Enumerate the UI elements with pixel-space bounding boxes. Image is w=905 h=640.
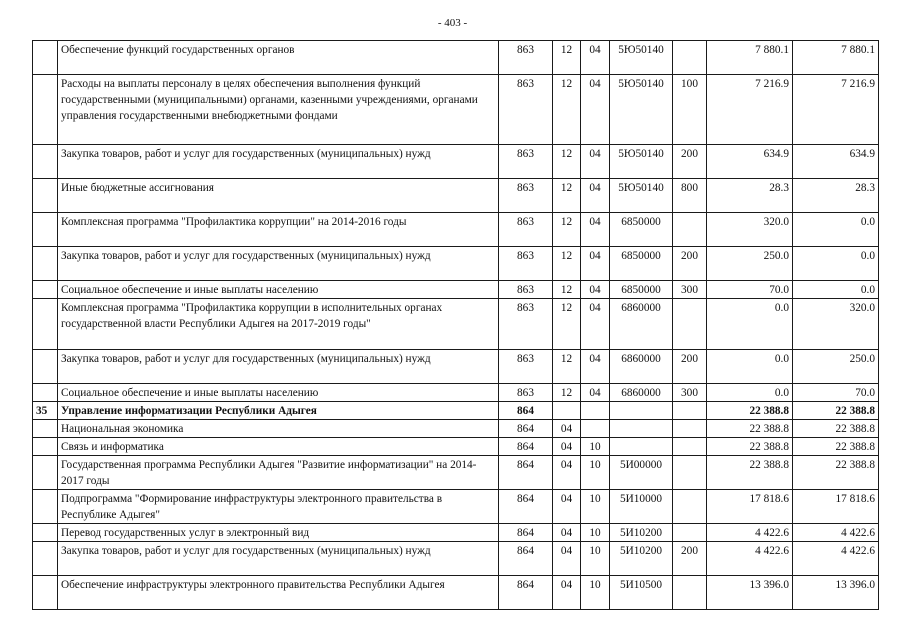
table-row <box>33 524 879 542</box>
expense-type-code-cell: 300 <box>673 281 707 299</box>
item-name-cell: Закупка товаров, работ и услуг для государственных (муниципальных) нужд <box>58 247 499 281</box>
target-article-code-cell: 5Ю50140 <box>610 75 673 145</box>
target-article-code-cell: 5Ю50140 <box>610 145 673 179</box>
row-number-cell <box>33 524 58 542</box>
amount-first-year-cell: 634.9 <box>707 145 793 179</box>
table-row <box>33 299 879 350</box>
department-code-cell: 863 <box>499 281 553 299</box>
section-code-cell: 12 <box>553 350 581 384</box>
department-code-cell: 863 <box>499 213 553 247</box>
table-row <box>33 281 879 299</box>
expense-type-code-cell: 200 <box>673 247 707 281</box>
row-number-cell <box>33 438 58 456</box>
department-code-cell: 863 <box>499 145 553 179</box>
target-article-code-cell: 5И10500 <box>610 576 673 610</box>
department-code-cell: 864 <box>499 490 553 524</box>
target-article-code-cell: 5И10200 <box>610 542 673 576</box>
row-number-cell <box>33 420 58 438</box>
amount-second-year-cell: 0.0 <box>793 247 879 281</box>
subsection-code-cell: 04 <box>581 350 610 384</box>
amount-first-year-cell: 22 388.8 <box>707 420 793 438</box>
section-code-cell: 12 <box>553 247 581 281</box>
item-name-cell: Социальное обеспечение и иные выплаты населению <box>58 384 499 402</box>
amount-first-year-cell: 22 388.8 <box>707 438 793 456</box>
amount-first-year-cell: 7 880.1 <box>707 41 793 75</box>
amount-first-year-cell: 4 422.6 <box>707 542 793 576</box>
section-code-cell: 12 <box>553 281 581 299</box>
row-number-cell <box>33 456 58 490</box>
item-name-cell: Управление информатизации Республики Адыгея <box>58 402 499 420</box>
expense-type-code-cell <box>673 213 707 247</box>
target-article-code-cell: 5И00000 <box>610 456 673 490</box>
amount-second-year-cell: 250.0 <box>793 350 879 384</box>
amount-first-year-cell: 28.3 <box>707 179 793 213</box>
target-article-code-cell: 5Ю50140 <box>610 179 673 213</box>
row-number-cell <box>33 350 58 384</box>
subsection-code-cell: 04 <box>581 75 610 145</box>
amount-first-year-cell: 0.0 <box>707 384 793 402</box>
amount-first-year-cell: 250.0 <box>707 247 793 281</box>
item-name-cell: Расходы на выплаты персоналу в целях обеспечения выполнения функций государственными (муниципальными) органами, казенными учреждениями, органами управления государственными внебюджетными фондами <box>58 75 499 145</box>
row-number-cell <box>33 384 58 402</box>
department-code-cell: 864 <box>499 542 553 576</box>
subsection-code-cell: 04 <box>581 247 610 281</box>
amount-second-year-cell: 28.3 <box>793 179 879 213</box>
subsection-code-cell: 10 <box>581 456 610 490</box>
table-row <box>33 350 879 384</box>
row-number-cell: 35 <box>33 402 58 420</box>
subsection-code-cell <box>581 420 610 438</box>
amount-second-year-cell: 22 388.8 <box>793 438 879 456</box>
amount-first-year-cell: 22 388.8 <box>707 456 793 490</box>
expense-type-code-cell: 100 <box>673 75 707 145</box>
department-code-cell: 863 <box>499 179 553 213</box>
row-number-cell <box>33 542 58 576</box>
item-name-cell: Перевод государственных услуг в электронный вид <box>58 524 499 542</box>
subsection-code-cell: 04 <box>581 145 610 179</box>
subsection-code-cell: 04 <box>581 213 610 247</box>
table-row <box>33 384 879 402</box>
section-code-cell: 04 <box>553 524 581 542</box>
target-article-code-cell: 6860000 <box>610 299 673 350</box>
department-code-cell: 863 <box>499 384 553 402</box>
section-code-cell: 04 <box>553 456 581 490</box>
table-row <box>33 576 879 610</box>
item-name-cell: Закупка товаров, работ и услуг для государственных (муниципальных) нужд <box>58 542 499 576</box>
item-name-cell: Социальное обеспечение и иные выплаты населению <box>58 281 499 299</box>
subsection-code-cell: 10 <box>581 524 610 542</box>
expense-type-code-cell: 800 <box>673 179 707 213</box>
amount-second-year-cell: 22 388.8 <box>793 420 879 438</box>
section-code-cell: 04 <box>553 542 581 576</box>
item-name-cell: Национальная экономика <box>58 420 499 438</box>
row-number-cell <box>33 247 58 281</box>
page-number: - 403 - <box>437 17 468 29</box>
amount-second-year-cell: 17 818.6 <box>793 490 879 524</box>
row-number-cell <box>33 299 58 350</box>
department-code-cell: 864 <box>499 438 553 456</box>
item-name-cell: Государственная программа Республики Адыгея "Развитие информатизации" на 2014-2017 годы <box>58 456 499 490</box>
subsection-code-cell: 04 <box>581 281 610 299</box>
expense-type-code-cell <box>673 456 707 490</box>
section-code-cell: 12 <box>553 384 581 402</box>
amount-second-year-cell: 7 880.1 <box>793 41 879 75</box>
department-code-cell: 863 <box>499 299 553 350</box>
item-name-cell: Закупка товаров, работ и услуг для государственных (муниципальных) нужд <box>58 145 499 179</box>
table-row <box>33 247 879 281</box>
expense-type-code-cell <box>673 490 707 524</box>
item-name-cell: Комплексная программа "Профилактика коррупции" на 2014-2016 годы <box>58 213 499 247</box>
department-code-cell: 863 <box>499 247 553 281</box>
item-name-cell: Обеспечение функций государственных органов <box>58 41 499 75</box>
table-row <box>33 420 879 438</box>
expense-type-code-cell <box>673 41 707 75</box>
target-article-code-cell: 5Ю50140 <box>610 41 673 75</box>
item-name-cell: Обеспечение инфраструктуры электронного правительства Республики Адыгея <box>58 576 499 610</box>
expense-type-code-cell <box>673 576 707 610</box>
row-number-cell <box>33 281 58 299</box>
target-article-code-cell: 6850000 <box>610 247 673 281</box>
table-row <box>33 402 879 420</box>
row-number-cell <box>33 213 58 247</box>
amount-second-year-cell: 7 216.9 <box>793 75 879 145</box>
row-number-cell <box>33 179 58 213</box>
row-number-cell <box>33 75 58 145</box>
amount-first-year-cell: 0.0 <box>707 299 793 350</box>
subsection-code-cell: 04 <box>581 41 610 75</box>
department-code-cell: 864 <box>499 576 553 610</box>
section-code-cell: 04 <box>553 420 581 438</box>
table-row <box>33 490 879 524</box>
subsection-code-cell: 10 <box>581 542 610 576</box>
expense-type-code-cell: 200 <box>673 145 707 179</box>
expense-type-code-cell <box>673 524 707 542</box>
table-row <box>33 456 879 490</box>
amount-second-year-cell: 22 388.8 <box>793 456 879 490</box>
amount-second-year-cell: 13 396.0 <box>793 576 879 610</box>
section-code-cell: 12 <box>553 75 581 145</box>
department-code-cell: 864 <box>499 402 553 420</box>
target-article-code-cell: 6860000 <box>610 384 673 402</box>
department-code-cell: 863 <box>499 350 553 384</box>
item-name-cell: Иные бюджетные ассигнования <box>58 179 499 213</box>
amount-second-year-cell: 320.0 <box>793 299 879 350</box>
section-code-cell: 04 <box>553 490 581 524</box>
budget-table <box>32 40 879 610</box>
target-article-code-cell <box>610 402 673 420</box>
section-code-cell: 12 <box>553 179 581 213</box>
amount-first-year-cell: 17 818.6 <box>707 490 793 524</box>
expense-type-code-cell <box>673 402 707 420</box>
item-name-cell: Комплексная программа "Профилактика коррупции в исполнительных органах государственной власти Республики Адыгея на 2017-2019 годы" <box>58 299 499 350</box>
amount-first-year-cell: 70.0 <box>707 281 793 299</box>
section-code-cell: 12 <box>553 145 581 179</box>
section-code-cell <box>553 402 581 420</box>
amount-first-year-cell: 0.0 <box>707 350 793 384</box>
expense-type-code-cell <box>673 299 707 350</box>
target-article-code-cell: 6850000 <box>610 281 673 299</box>
amount-second-year-cell: 0.0 <box>793 281 879 299</box>
subsection-code-cell: 04 <box>581 384 610 402</box>
amount-second-year-cell: 4 422.6 <box>793 524 879 542</box>
amount-second-year-cell: 634.9 <box>793 145 879 179</box>
table-row <box>33 75 879 145</box>
section-code-cell: 04 <box>553 576 581 610</box>
amount-first-year-cell: 4 422.6 <box>707 524 793 542</box>
row-number-cell <box>33 576 58 610</box>
expense-type-code-cell: 200 <box>673 542 707 576</box>
section-code-cell: 12 <box>553 299 581 350</box>
row-number-cell <box>33 490 58 524</box>
amount-first-year-cell: 13 396.0 <box>707 576 793 610</box>
department-code-cell: 864 <box>499 420 553 438</box>
target-article-code-cell: 5И10000 <box>610 490 673 524</box>
subsection-code-cell: 04 <box>581 299 610 350</box>
subsection-code-cell: 10 <box>581 490 610 524</box>
item-name-cell: Подпрограмма "Формирование инфраструктуры электронного правительства в Республике Адыгея" <box>58 490 499 524</box>
amount-second-year-cell: 70.0 <box>793 384 879 402</box>
amount-first-year-cell: 7 216.9 <box>707 75 793 145</box>
expense-type-code-cell: 300 <box>673 384 707 402</box>
amount-first-year-cell: 320.0 <box>707 213 793 247</box>
target-article-code-cell <box>610 420 673 438</box>
section-code-cell: 12 <box>553 41 581 75</box>
table-row <box>33 213 879 247</box>
table-row <box>33 41 879 75</box>
section-code-cell: 04 <box>553 438 581 456</box>
row-number-cell <box>33 41 58 75</box>
subsection-code-cell <box>581 402 610 420</box>
section-code-cell: 12 <box>553 213 581 247</box>
target-article-code-cell: 6860000 <box>610 350 673 384</box>
item-name-cell: Связь и информатика <box>58 438 499 456</box>
department-code-cell: 864 <box>499 524 553 542</box>
expense-type-code-cell <box>673 420 707 438</box>
amount-first-year-cell: 22 388.8 <box>707 402 793 420</box>
subsection-code-cell: 04 <box>581 179 610 213</box>
table-row <box>33 542 879 576</box>
department-code-cell: 863 <box>499 41 553 75</box>
item-name-cell: Закупка товаров, работ и услуг для государственных (муниципальных) нужд <box>58 350 499 384</box>
amount-second-year-cell: 22 388.8 <box>793 402 879 420</box>
table-body <box>33 41 879 610</box>
table-row <box>33 179 879 213</box>
table-row <box>33 145 879 179</box>
subsection-code-cell: 10 <box>581 438 610 456</box>
subsection-code-cell: 10 <box>581 576 610 610</box>
target-article-code-cell: 5И10200 <box>610 524 673 542</box>
expense-type-code-cell <box>673 438 707 456</box>
target-article-code-cell: 6850000 <box>610 213 673 247</box>
target-article-code-cell <box>610 438 673 456</box>
table-row <box>33 438 879 456</box>
amount-second-year-cell: 4 422.6 <box>793 542 879 576</box>
row-number-cell <box>33 145 58 179</box>
expense-type-code-cell: 200 <box>673 350 707 384</box>
amount-second-year-cell: 0.0 <box>793 213 879 247</box>
department-code-cell: 863 <box>499 75 553 145</box>
department-code-cell: 864 <box>499 456 553 490</box>
